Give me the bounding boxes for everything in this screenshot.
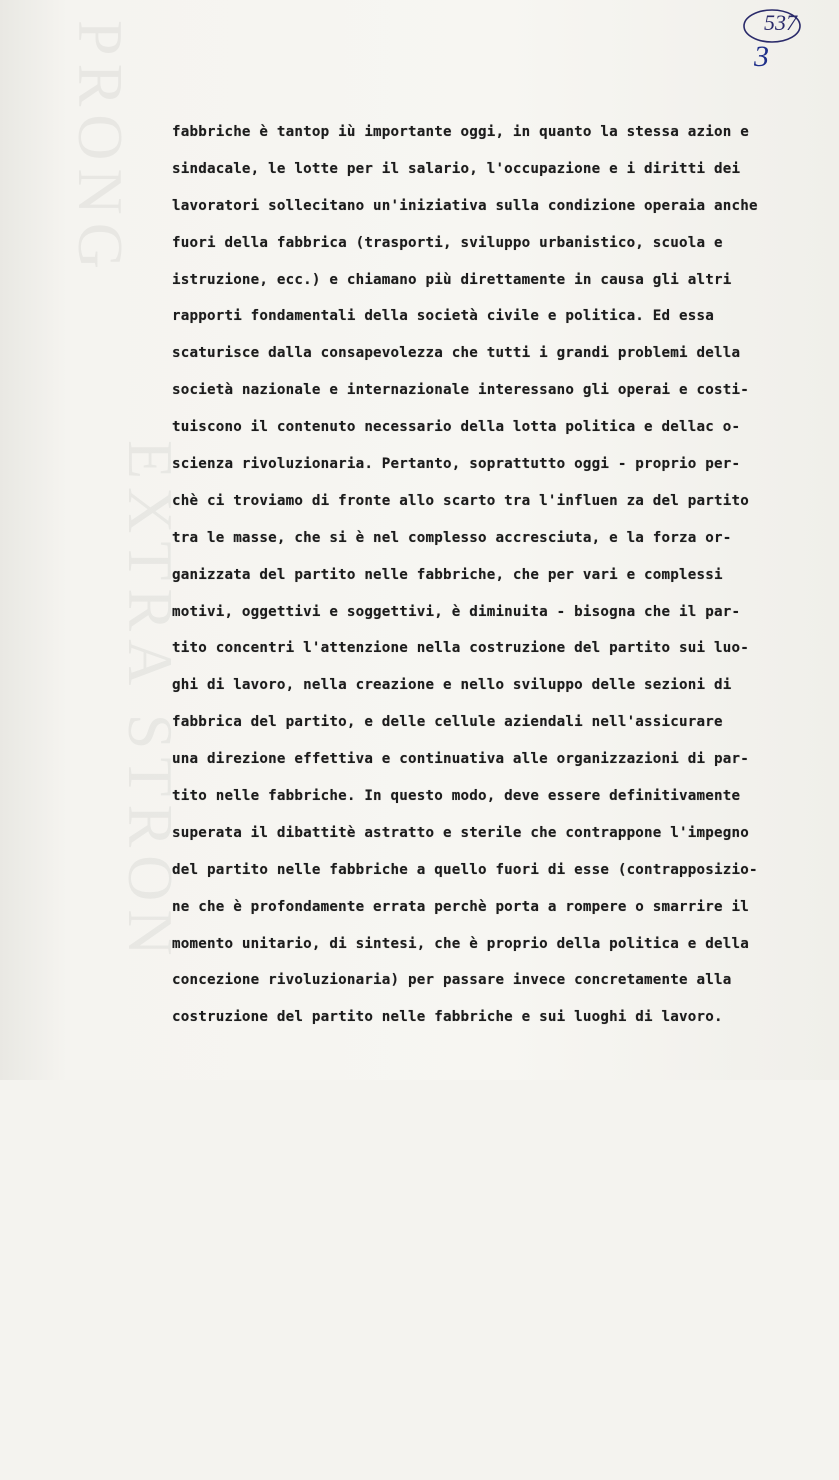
handwritten-page-number: 3: [754, 40, 769, 73]
text-line: lavoratori sollecitano un'iniziativa sulla condizione operaia anche: [172, 197, 758, 214]
text-line: tito nelle fabbriche. In questo modo, deve essere definitivamente: [172, 788, 741, 805]
text-line: ganizzata del partito nelle fabbriche, che per vari e complessi: [172, 566, 723, 583]
typed-text-block: [172, 114, 832, 1036]
text-line: fabbriche è tantop iù importante oggi, in quanto la stessa azion e: [172, 124, 749, 140]
text-line: tuiscono il contenuto necessario della lotta politica e dellac o-: [172, 419, 741, 436]
text-line: istruzione, ecc.) e chiamano più direttamente in causa gli altri: [172, 271, 732, 288]
text-line: rapporti fondamentali della società civile e politica. Ed essa: [172, 308, 714, 325]
text-line: motivi, oggettivi e soggettivi, è diminuita - bisogna che il par-: [172, 603, 741, 620]
archive-stamp-number: 537: [764, 10, 797, 35]
text-line: ne che è profondamente errata perchè porta a rompere o smarrire il: [172, 898, 749, 915]
text-line: superata il dibattitè astratto e sterile che contrappone l'impegno: [172, 824, 749, 841]
text-line: società nazionale e internazionale interessano gli operai e costi-: [172, 382, 749, 399]
text-line: costruzione del partito nelle fabbriche e sui luoghi di lavoro.: [172, 1009, 723, 1026]
text-line: sindacale, le lotte per il salario, l'occupazione e i diritti dei: [172, 160, 741, 177]
watermark-text: PRONG: [65, 20, 136, 277]
watermark-text: EXTRA STRON: [115, 440, 186, 964]
text-line: ghi di lavoro, nella creazione e nello sviluppo delle sezioni di: [172, 677, 732, 694]
text-line: scaturisce dalla consapevolezza che tutti i grandi problemi della: [172, 345, 741, 362]
text-line: fuori della fabbrica (trasporti, sviluppo urbanistico, scuola e: [172, 234, 723, 251]
text-line: momento unitario, di sintesi, che è proprio della politica e della: [172, 935, 749, 952]
text-line: fabbrica del partito, e delle cellule aziendali nell'assicurare: [172, 714, 723, 731]
text-line: del partito nelle fabbriche a quello fuori di esse (contrapposizio-: [172, 861, 758, 878]
text-line: chè ci troviamo di fronte allo scarto tra l'influen za del partito: [172, 492, 749, 509]
text-line: concezione rivoluzionaria) per passare invece concretamente alla: [172, 972, 732, 989]
text-line: scienza rivoluzionaria. Pertanto, soprattutto oggi - proprio per-: [172, 456, 741, 473]
text-line: tra le masse, che si è nel complesso accresciuta, e la forza or-: [172, 529, 732, 546]
text-line: tito concentri l'attenzione nella costruzione del partito sui luo-: [172, 640, 749, 657]
text-line: una direzione effettiva e continuativa alle organizzazioni di par-: [172, 751, 749, 768]
